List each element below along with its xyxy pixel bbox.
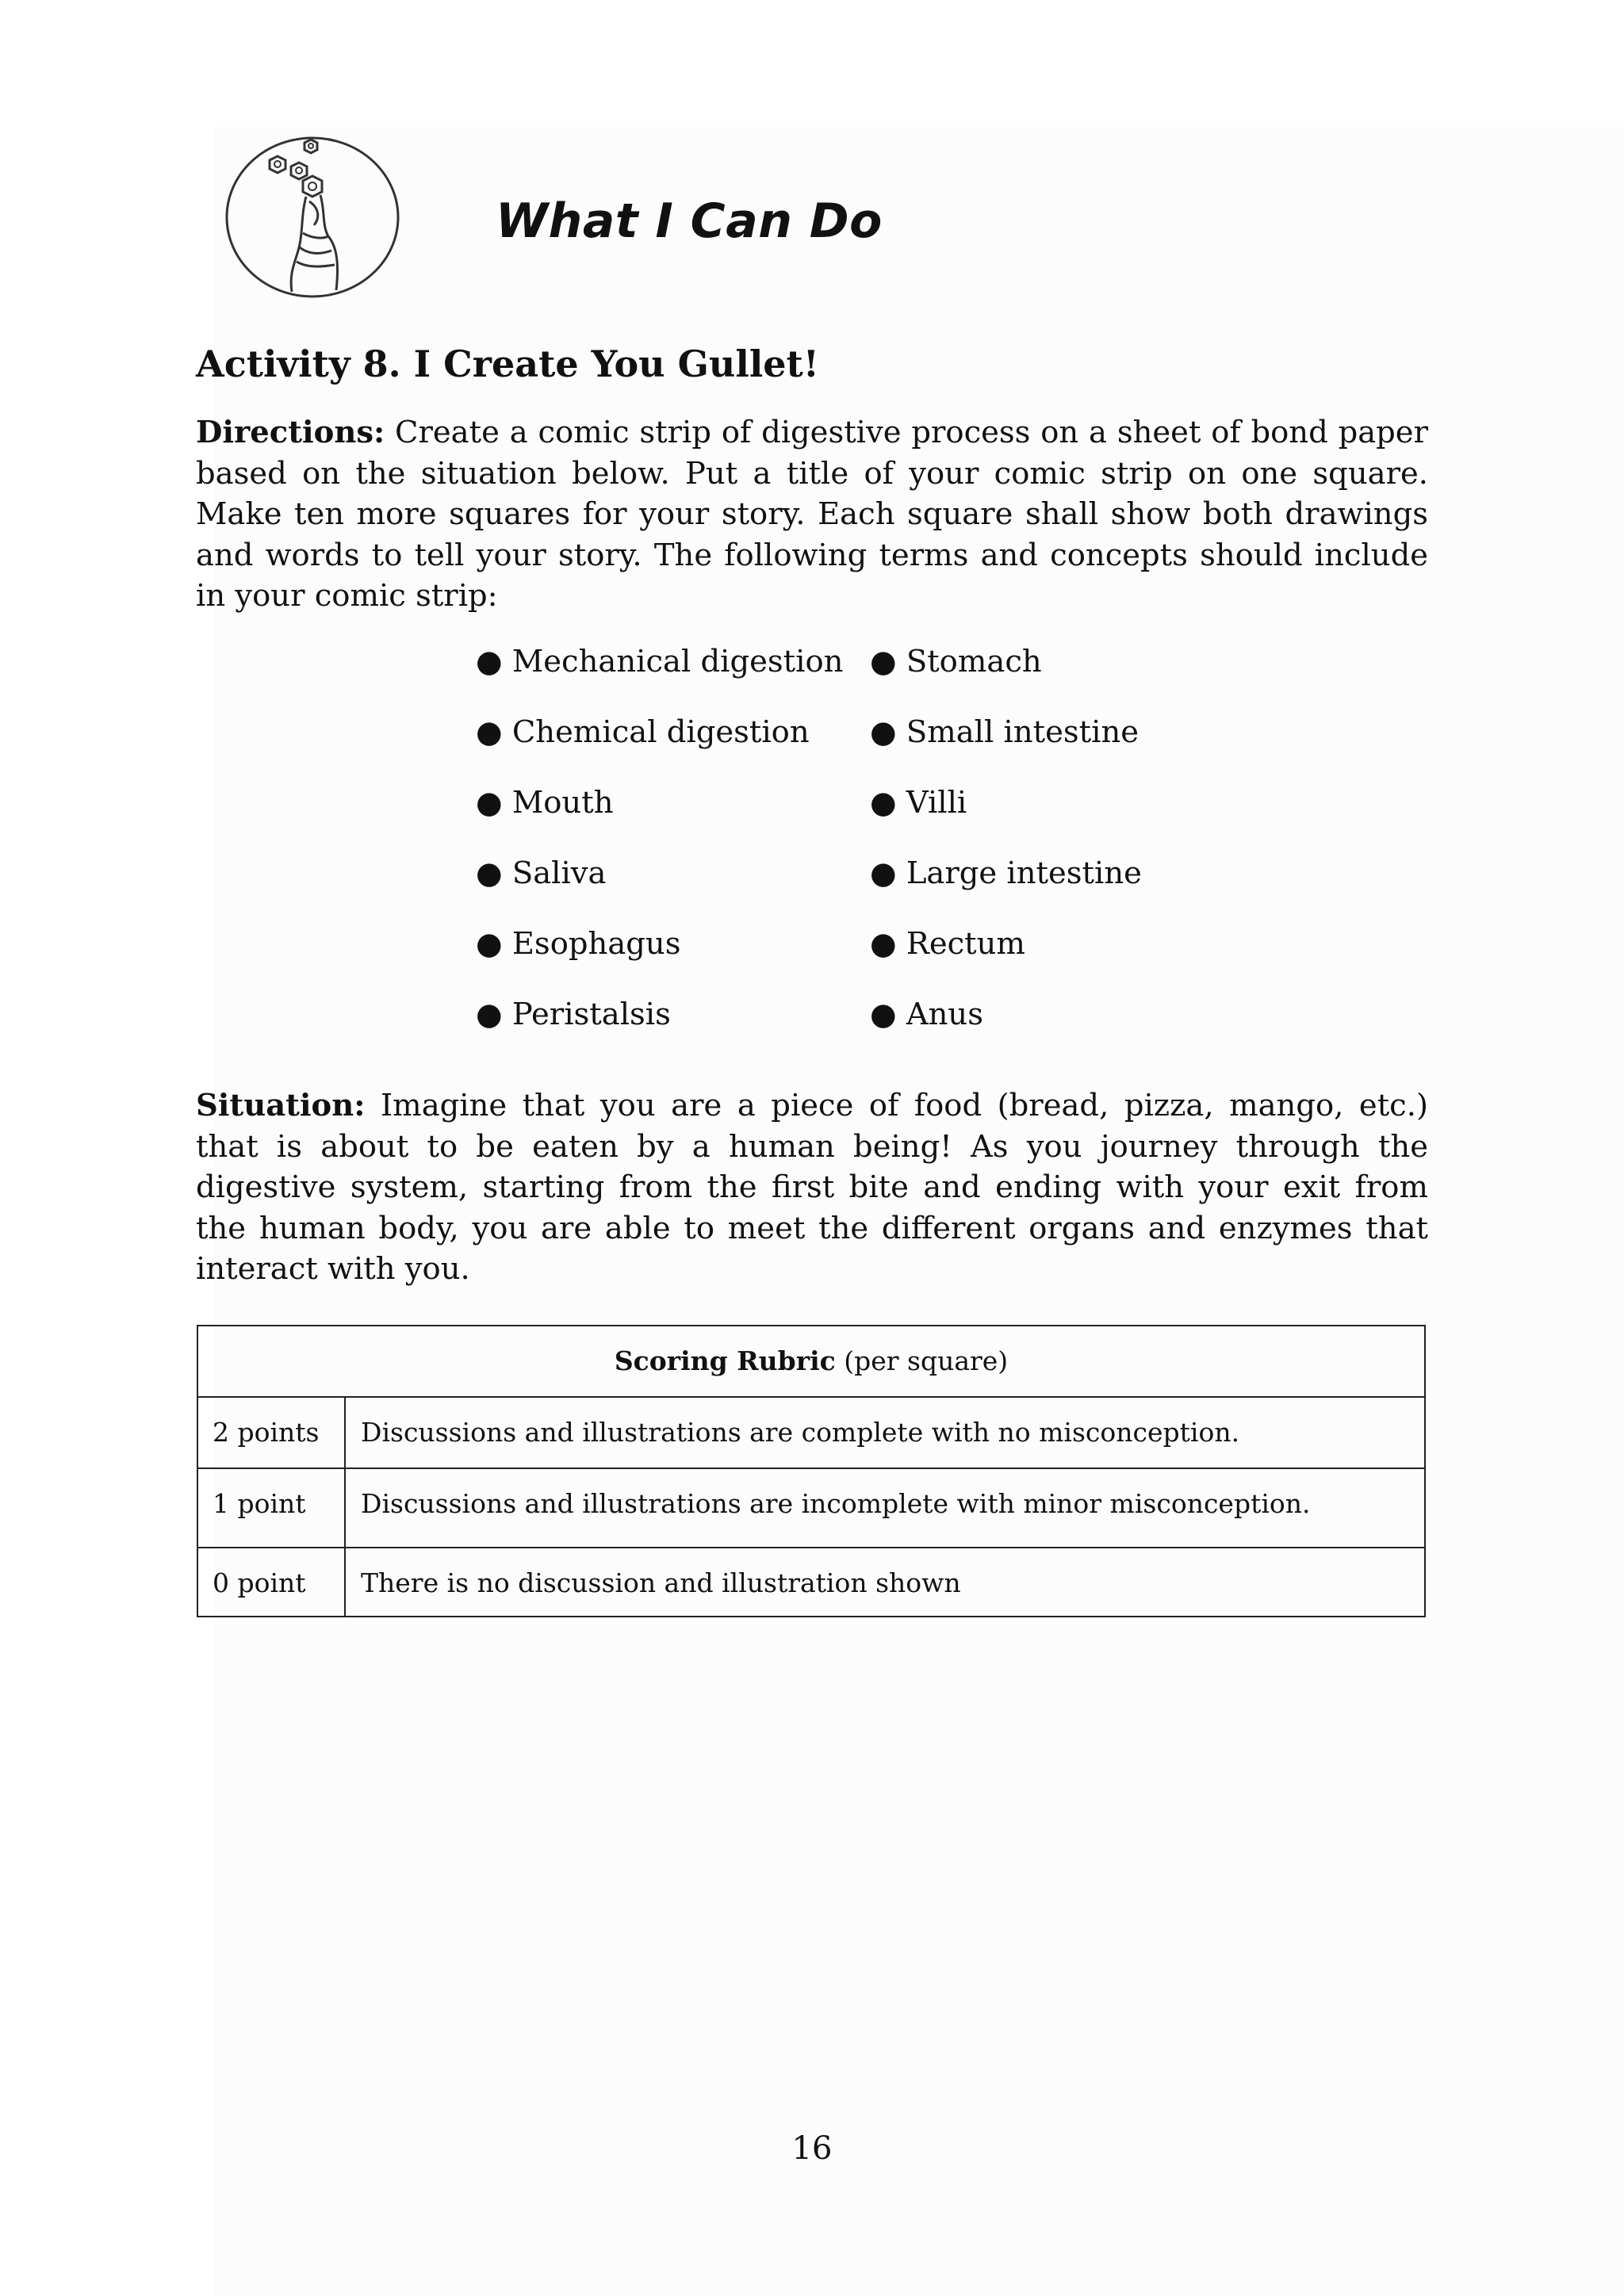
directions-label: Directions: (196, 415, 385, 450)
section-title: What I Can Do (496, 193, 883, 249)
rubric-column-divider (344, 1396, 346, 1616)
term-item: ● Large intestine (870, 855, 1142, 891)
rubric-subtitle: (per square) (835, 1345, 1009, 1376)
situation-label: Situation: (196, 1088, 366, 1123)
situation-text: Imagine that you are a piece of food (bread, pizza, mango, etc.) that is about to be eaten by a human being! As you journey through the digestive system, starting from the first bite and ending with your exit from the human body, you are able to meet the different organs and enzymes that interact with you. (196, 1088, 1428, 1287)
rubric-description: There is no discussion and illustration shown (361, 1567, 961, 1598)
rubric-row (198, 1396, 1424, 1468)
rubric-row (198, 1468, 1424, 1547)
situation-paragraph (196, 1085, 1428, 1290)
term-item: ● Small intestine (870, 714, 1139, 750)
scoring-rubric-table (197, 1325, 1426, 1617)
term-item: ● Esophagus (476, 926, 681, 962)
activity-title: Activity 8. I Create You Gullet! (196, 342, 819, 385)
term-item: ● Anus (870, 997, 983, 1032)
rubric-description: Discussions and illustrations are incomplete with minor misconception. (361, 1488, 1311, 1519)
rubric-points: 1 point (213, 1488, 306, 1519)
rubric-points: 0 point (213, 1567, 306, 1598)
term-item: ● Mechanical digestion (476, 644, 844, 679)
term-item: ● Mouth (476, 785, 614, 821)
term-item: ● Peristalsis (476, 997, 671, 1032)
term-item: ● Stomach (870, 644, 1042, 679)
rubric-row (198, 1547, 1424, 1618)
term-item: ● Villi (870, 785, 967, 821)
term-item: ● Rectum (870, 926, 1025, 962)
directions-paragraph (196, 412, 1428, 617)
rubric-description: Discussions and illustrations are complete with no misconception. (361, 1417, 1240, 1448)
rubric-points: 2 points (213, 1417, 320, 1448)
directions-text: Create a comic strip of digestive process on a sheet of bond paper based on the situation below. Put a title of your comic strip on one square. Make ten more squares for your story. Each square shall show both drawings and words to tell your story. The following terms and concepts should include in your comic strip: (196, 415, 1428, 614)
rubric-title: Scoring Rubric (614, 1345, 836, 1376)
term-item: ● Chemical digestion (476, 714, 810, 750)
crossed-fingers-gears-icon (220, 135, 403, 301)
page-number: 16 (791, 2130, 833, 2167)
term-item: ● Saliva (476, 855, 607, 891)
rubric-header (198, 1326, 1424, 1396)
